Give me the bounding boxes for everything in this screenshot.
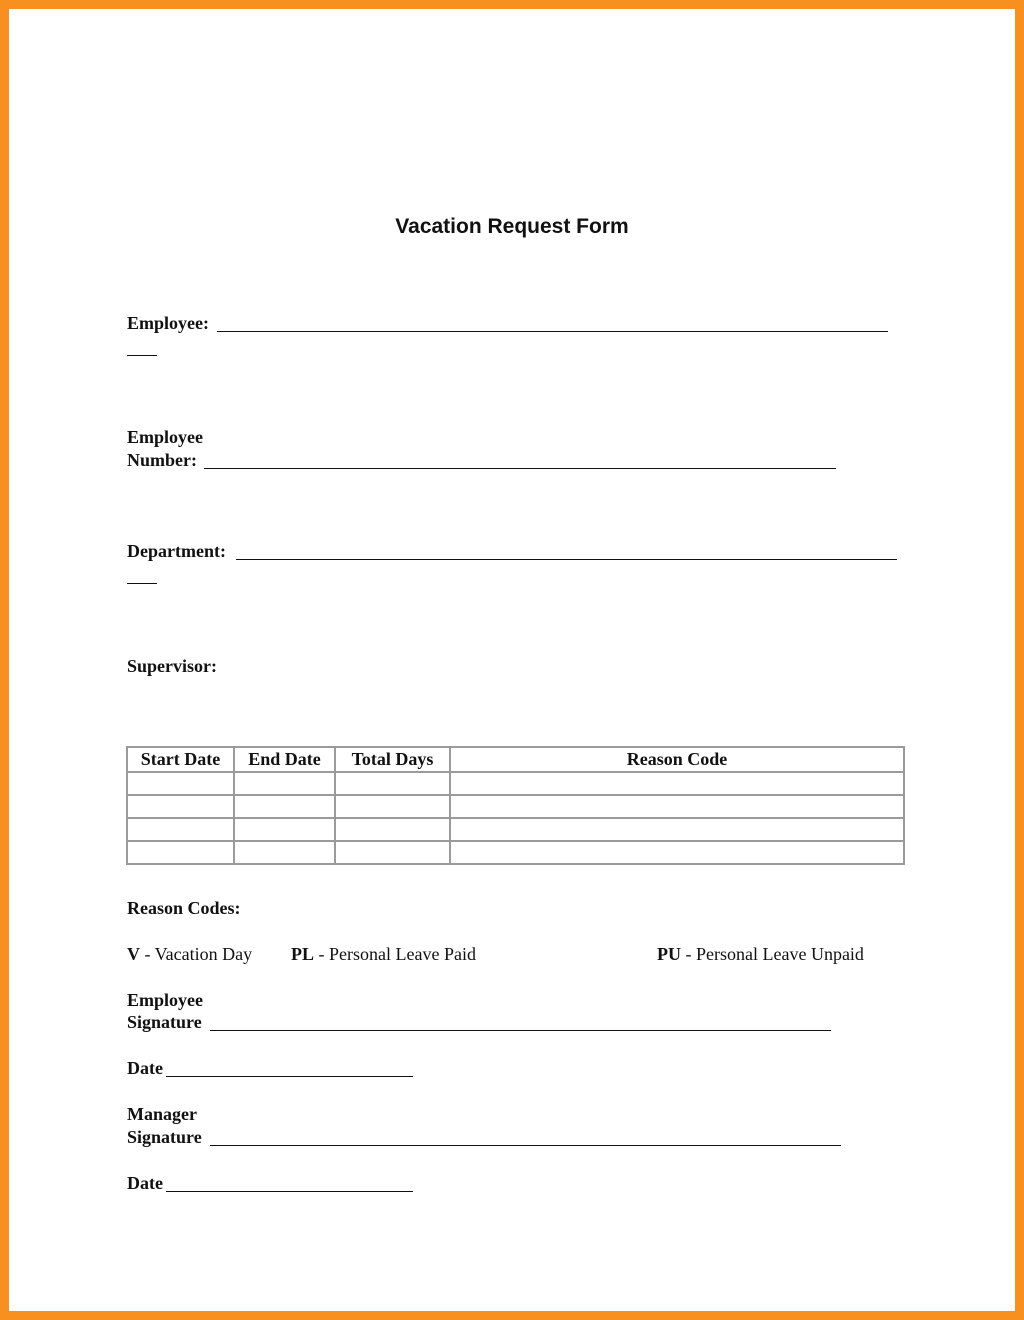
table-cell[interactable] [127, 818, 234, 841]
table-cell[interactable] [234, 841, 335, 864]
table-row [127, 818, 904, 841]
employee-signature-label-line2: Signature [127, 1012, 202, 1032]
reason-code-personal-unpaid [657, 943, 864, 965]
table-cell[interactable] [450, 772, 904, 795]
table-cell[interactable] [234, 795, 335, 818]
employee-label: Employee: [127, 313, 209, 333]
table-cell[interactable] [335, 841, 450, 864]
employee-date-line[interactable] [166, 1076, 413, 1077]
employee-field-line-continued[interactable] [127, 355, 157, 356]
reason-code-pu-desc: - Personal Leave Unpaid [685, 944, 864, 964]
table-cell[interactable] [335, 795, 450, 818]
table-row [127, 841, 904, 864]
table-cell[interactable] [127, 795, 234, 818]
manager-signature-label-line2: Signature [127, 1127, 202, 1147]
employee-number-field-line[interactable] [204, 468, 836, 469]
form-title: Vacation Request Form [395, 215, 629, 238]
reason-code-vacation [127, 943, 252, 965]
manager-signature-line[interactable] [210, 1145, 841, 1146]
column-header-total-days: Total Days [335, 747, 450, 772]
employee-signature-label-line1: Employee [127, 990, 203, 1010]
manager-date-line[interactable] [166, 1191, 413, 1192]
reason-code-pl: PL [291, 944, 315, 964]
table-cell[interactable] [450, 795, 904, 818]
employee-signature-line[interactable] [210, 1030, 831, 1031]
reason-code-v: V [127, 944, 140, 964]
employee-field-line[interactable] [217, 331, 888, 332]
column-header-end-date: End Date [234, 747, 335, 772]
department-field-line-continued[interactable] [127, 583, 157, 584]
table-cell[interactable] [234, 818, 335, 841]
column-header-start-date: Start Date [127, 747, 234, 772]
table-row [127, 795, 904, 818]
reason-code-pu: PU [657, 944, 681, 964]
table-cell[interactable] [450, 841, 904, 864]
reason-code-v-desc: - Vacation Day [144, 944, 253, 964]
table-row [127, 772, 904, 795]
table-cell[interactable] [335, 772, 450, 795]
table-cell[interactable] [127, 772, 234, 795]
table-cell[interactable] [450, 818, 904, 841]
reason-code-personal-paid [291, 943, 476, 965]
table-cell[interactable] [234, 772, 335, 795]
employee-number-label-line1: Employee [127, 427, 203, 447]
manager-date-label: Date [127, 1173, 163, 1193]
table-cell[interactable] [127, 841, 234, 864]
reason-codes-heading: Reason Codes: [127, 898, 241, 918]
department-field-line[interactable] [236, 559, 897, 560]
supervisor-label: Supervisor: [127, 656, 217, 676]
reason-code-pl-desc: - Personal Leave Paid [318, 944, 476, 964]
department-label: Department: [127, 541, 226, 561]
manager-signature-label-line1: Manager [127, 1104, 197, 1124]
employee-number-label-line2: Number: [127, 450, 197, 470]
vacation-dates-table [126, 746, 905, 865]
table-header-row [127, 747, 904, 772]
table-cell[interactable] [335, 818, 450, 841]
employee-date-label: Date [127, 1058, 163, 1078]
column-header-reason-code: Reason Code [450, 747, 904, 772]
